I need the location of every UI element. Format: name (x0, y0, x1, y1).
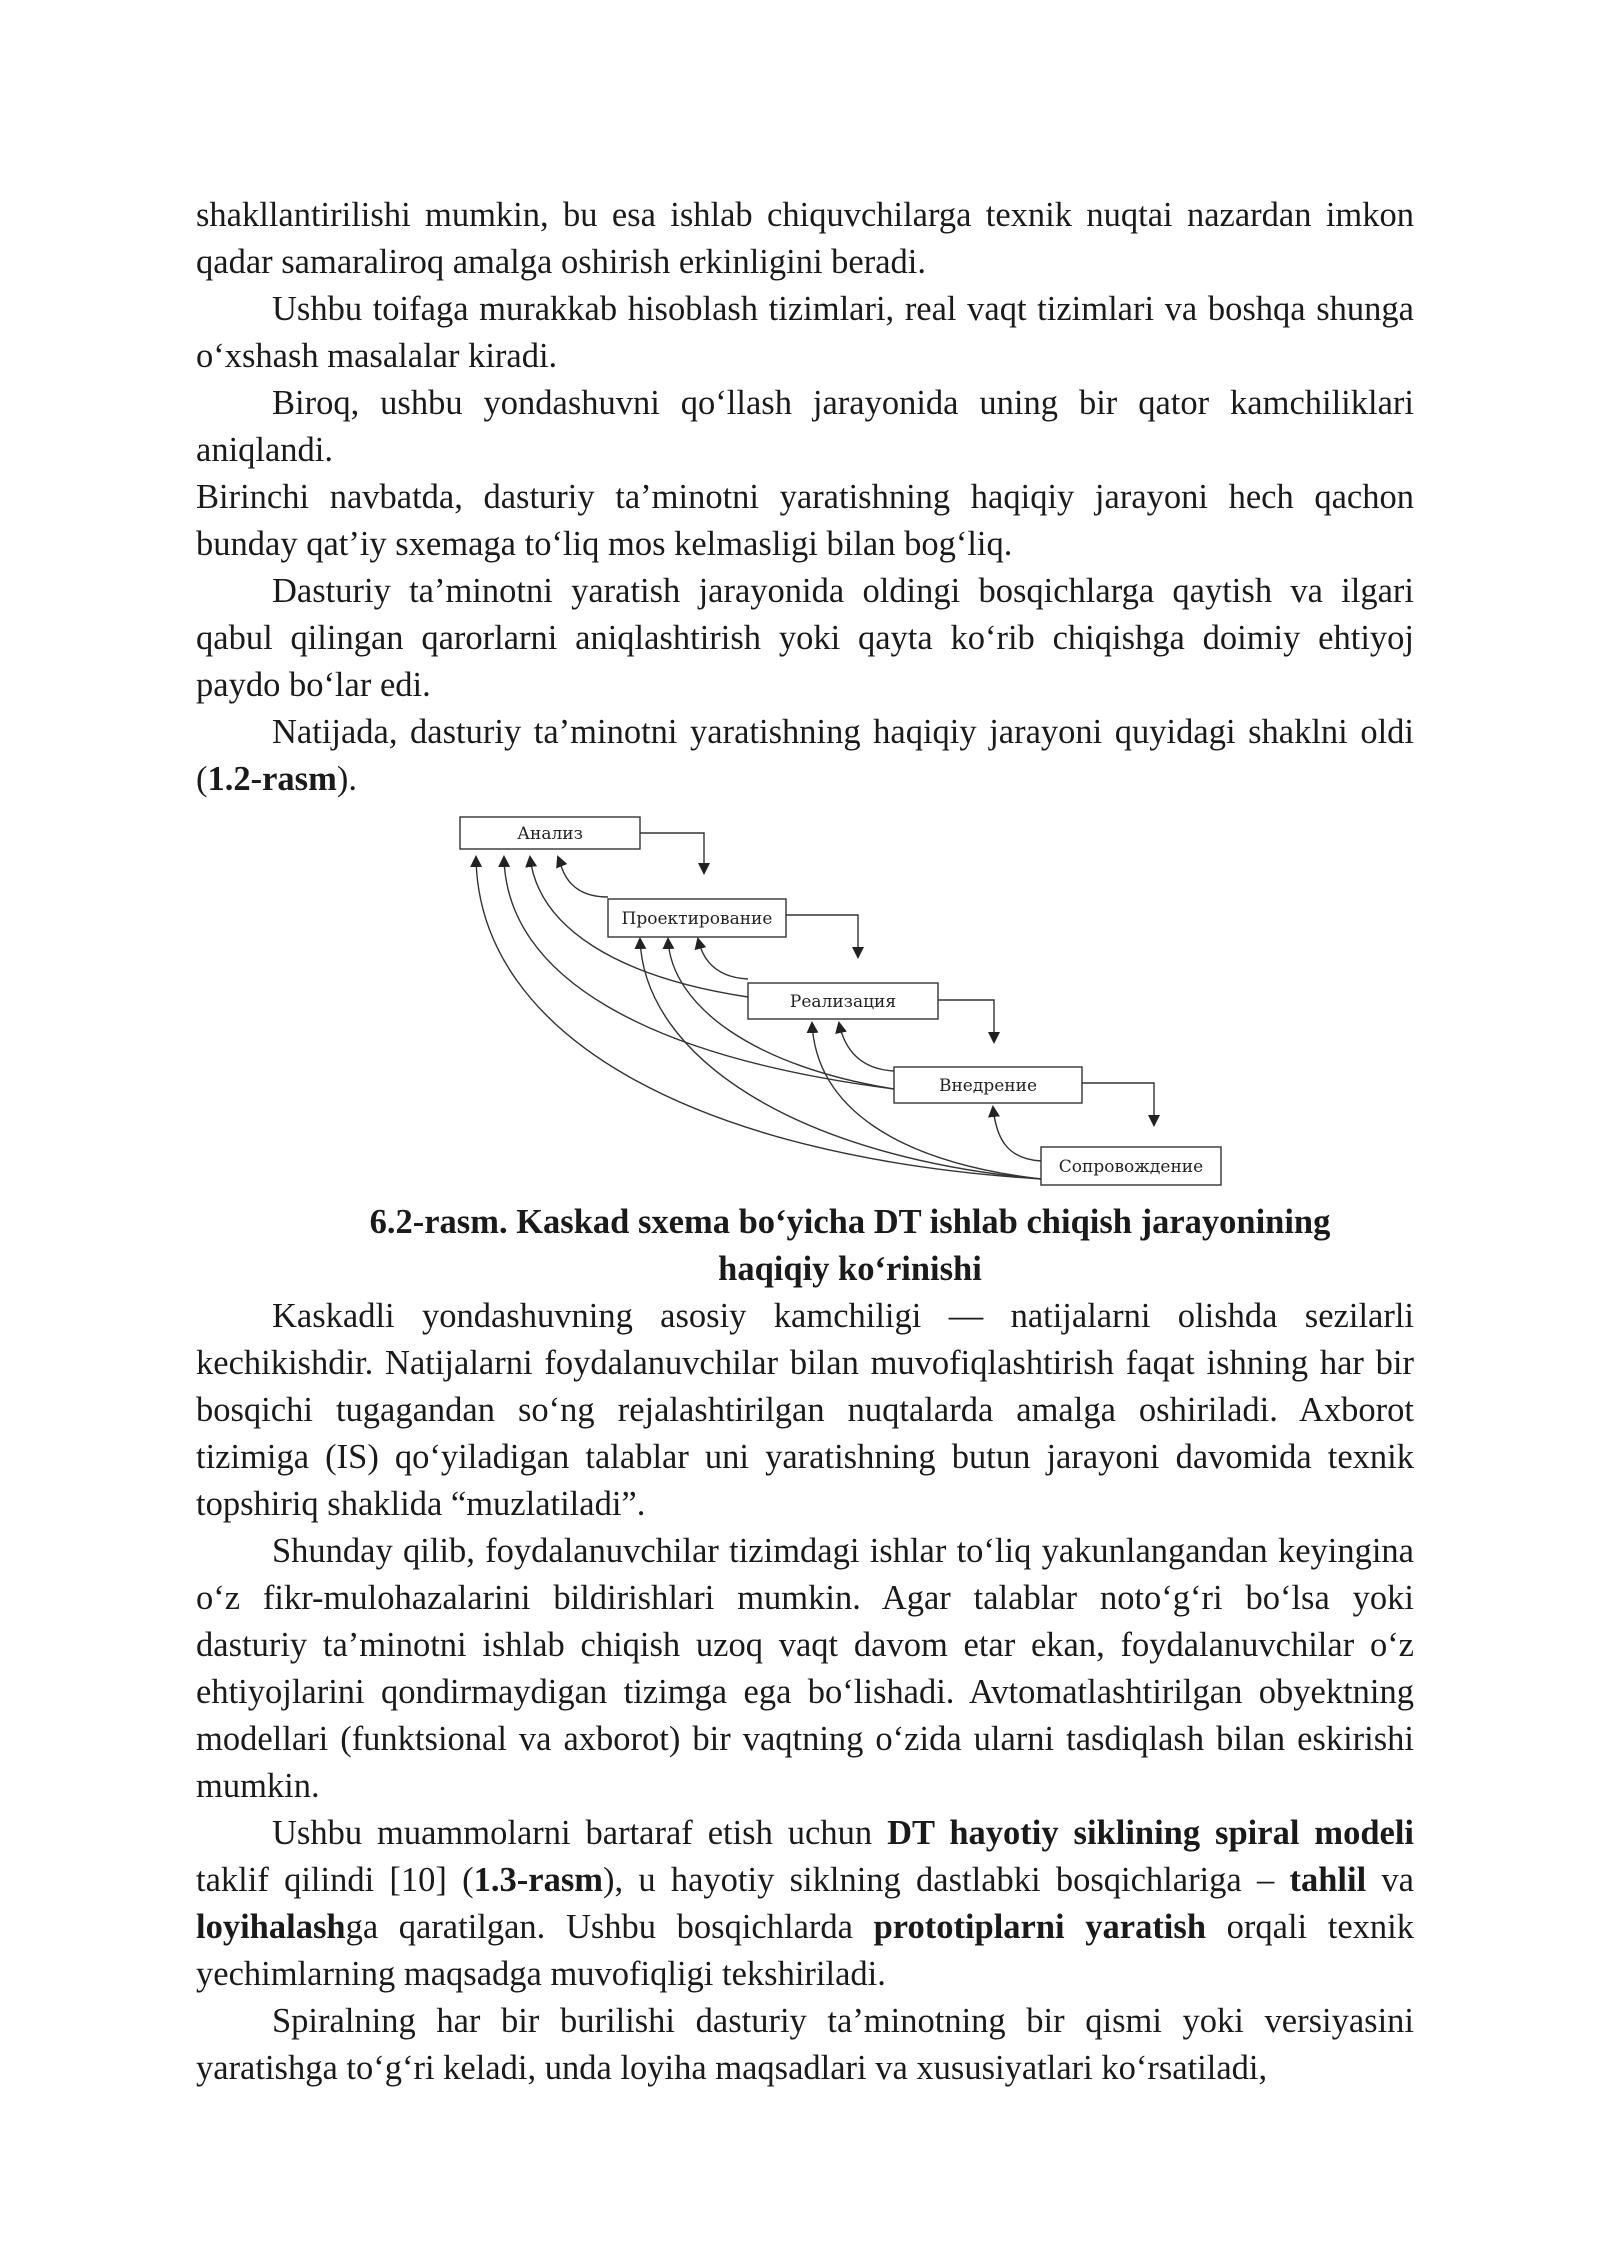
diagram-svg (196, 807, 1414, 1199)
label-design: Проектирование (621, 909, 773, 929)
feedback-arc-deploy-impl (839, 1023, 894, 1071)
paragraph-9 (196, 1810, 1414, 1998)
p9-text-2: taklif qilindi [10] ( (196, 1861, 474, 1899)
p9-text-5: ga qaratilgan. Ushbu bosqichlarda (345, 1908, 874, 1946)
p9-bold-figure-ref: 1.3-rasm (473, 1861, 603, 1899)
label-analysis: Анализ (517, 824, 583, 844)
figure-caption-line-2: haqiqiy ko‘rinishi (718, 1250, 982, 1288)
label-deployment: Внедрение (938, 1076, 1038, 1096)
paragraph-2: Ushbu toifaga murakkab hisoblash tizimlari, real vaqt tizimlari va boshqa shunga o‘xshash masalalar kiradi. (196, 290, 1414, 375)
flow-arrow-3 (938, 1000, 994, 1042)
paragraph-7: Kaskadli yondashuvning asosiy kamchiligi — natijalarni olishda sezilarli kechikishdir. Natijalarni foydalanuvchilar bilan muvofiqlashtirish faqat ishning har bir bosqichi tugagandan so‘ng rejalashtirilgan nuqtalarda amalga oshiriladi. Axborot tizimiga (IS) qo‘yiladigan talablar uni yaratishning butun jarayoni davomida texnik topshiriq shaklida “muzlatiladi”. (196, 1297, 1414, 1523)
p9-bold-loyihalash: loyihalash (196, 1908, 346, 1946)
label-implementation: Реализация (789, 992, 897, 1012)
feedback-arc-deploy-analysis (504, 857, 897, 1089)
label-maintenance: Сопровождение (1058, 1157, 1204, 1177)
flow-arrow-4 (1082, 1083, 1154, 1125)
figure-reference: 1.2-rasm (207, 760, 337, 798)
feedback-arc-maint-design (640, 939, 1041, 1179)
p9-text-3: ), u hayotiy siklning dastlabki bosqichlariga – (602, 1861, 1290, 1899)
paragraph-8: Shunday qilib, foydalanuvchilar tizimdagi ishlar to‘liq yakunlangandan keyingina o‘z fikr-mulohazalarini bildirishlari mumkin. Agar talablar noto‘g‘ri bo‘lsa yoki dasturiy ta’minotni ishlab chiqish uzoq vaqt davom etar ekan, foydalanuvchilar o‘z ehtiyojlarini qondirmaydigan tizimga ega bo‘lishadi. Avtomatlashtirilgan obyektning modellari (funktsional va axborot) bir vaqtning o‘zida ularni tasdiqlash bilan eskirishi mumkin. (196, 1532, 1414, 1805)
p9-bold-tahlil: tahlil (1289, 1861, 1367, 1899)
feedback-arc-maint-deploy (993, 1107, 1041, 1161)
p9-text-6: orqali texnik yechimlarning maqsadga muvofiqligi tekshiriladi. (196, 1908, 1414, 1993)
p9-text-1: Ushbu muammolarni bartaraf etish uchun (272, 1814, 888, 1852)
paragraph-4: Birinchi navbatda, dasturiy ta’minotni yaratishning haqiqiy jarayoni hech qachon bunday qat’iy sxemaga to‘liq mos kelmasligi bilan bog‘liq. (196, 478, 1414, 563)
flow-arrow-1 (640, 833, 704, 873)
waterfall-real-process-diagram (196, 807, 1414, 1199)
feedback-arc-impl-design (698, 939, 748, 979)
paragraph-6-end: ). (336, 760, 357, 798)
feedback-arc-design-analysis (558, 857, 608, 897)
p9-bold-spiral-model: DT hayotiy siklining spiral modeli (887, 1814, 1415, 1852)
paragraph-6-text: Natijada, dasturiy ta’minotni yaratishning haqiqiy jarayoni quyidagi shaklni oldi ( (196, 713, 1414, 798)
p9-text-4: va (1366, 1861, 1414, 1899)
figure-caption-line-1: 6.2-rasm. Kaskad sxema bo‘yicha DT ishlab chiqish jarayonining (369, 1203, 1331, 1241)
p9-bold-prototiplar: prototiplarni yaratish (873, 1908, 1207, 1946)
paragraph-5: Dasturiy ta’minotni yaratish jarayonida oldingi bosqichlarga qaytish va ilgari qabul qilingan qarorlarni aniqlashtirish yoki qayta ko‘rib chiqishga doimiy ehtiyoj paydo bo‘lar edi. (196, 572, 1414, 704)
paragraph-10: Spiralning har bir burilishi dasturiy ta’minotning bir qismi yoki versiyasini yaratishga to‘g‘ri keladi, unda loyiha maqsadlari va xususiyatlari ko‘rsatiladi, (196, 2002, 1414, 2087)
paragraph-1: shakllantirilishi mumkin, bu esa ishlab chiquvchilarga texnik nuqtai nazardan imkon qadar samaraliroq amalga oshirish erkinligini beradi. (196, 196, 1414, 281)
paragraph-3: Biroq, ushbu yondashuvni qo‘llash jarayonida uning bir qator kamchiliklari aniqlandi. (196, 384, 1414, 469)
document-page (196, 192, 1414, 2092)
flow-arrow-2 (786, 915, 858, 957)
paragraph-6 (196, 709, 1414, 803)
